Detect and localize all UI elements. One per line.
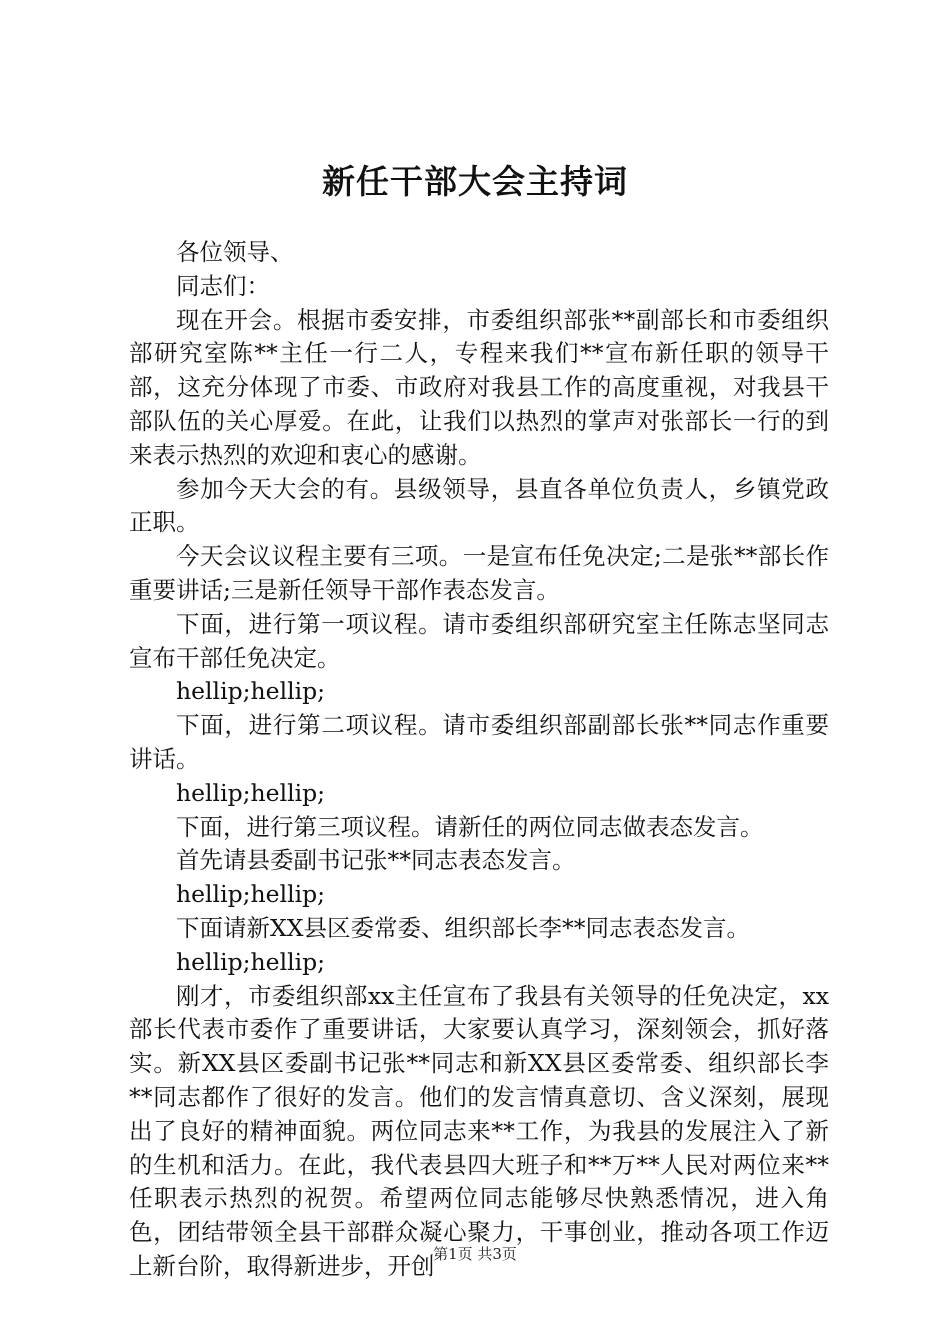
paragraph-attendees: 参加今天大会的有。县级领导，县直各单位负责人，乡镇党政正职。 (129, 474, 829, 537)
paragraph-ellipsis: hellip;hellip; (176, 947, 326, 976)
paragraph-speaker-2: 下面请新XX县区委常委、组织部长李**同志表态发言。 (176, 913, 750, 942)
paragraph-opening: 现在开会。根据市委安排，市委组织部张**副部长和市委组织部研究室陈**主任一行二人，专程来我们**宣布新任职的领导干部，这充分体现了市委、市政府对我县工作的高度重视，对我县干部队伍的关心厚爱。在此，让我们以热烈的掌声对张部长一行的到来表示热烈的欢迎和衷心的感谢。 (129, 305, 829, 469)
paragraph-ellipsis: hellip;hellip; (176, 677, 326, 706)
paragraph-item-1: 下面，进行第一项议程。请市委组织部研究室主任陈志坚同志宣布干部任免决定。 (129, 609, 829, 672)
paragraph-ellipsis: hellip;hellip; (176, 778, 326, 807)
paragraph-speaker-1: 首先请县委副书记张**同志表态发言。 (176, 846, 576, 875)
document-body (129, 236, 829, 1284)
salutation-line-1: 各位领导、 (176, 238, 294, 266)
paragraph-closing: 刚才，市委组织部xx主任宣布了我县有关领导的任免决定，xx部长代表市委作了重要讲话，大家要认真学习，深刻领会，抓好落实。新XX县区委副书记张**同志和新XX县区委常委、组织部长李**同志都作了很好的发言。他们的发言情真意切、含义深刻，展现出了良好的精神面貌。两位同志来**工作，为我县的发展注入了新的生机和活力。在此，我代表县四大班子和**万**人民对两位来**任职表示热烈的祝贺。希望两位同志能够尽快熟悉情况，进入角色，团结带领全县干部群众凝心聚力，干事创业，推动各项工作迈上新台阶，取得新进步，开创 (129, 981, 829, 1280)
page-number: 第1页 共3页 (433, 1245, 517, 1263)
salutation-line-2: 同志们： (176, 271, 270, 300)
paragraph-item-3: 下面，进行第三项议程。请新任的两位同志做表态发言。 (176, 812, 764, 841)
document-title: 新任干部大会主持词 (322, 162, 628, 201)
paragraph-agenda: 今天会议议程主要有三项。一是宣布任免决定;二是张**部长作重要讲话;三是新任领导干部作表态发言。 (129, 542, 829, 604)
paragraph-ellipsis: hellip;hellip; (176, 880, 326, 909)
paragraph-item-2: 下面，进行第二项议程。请市委组织部副部长张**同志作重要讲话。 (129, 711, 829, 773)
